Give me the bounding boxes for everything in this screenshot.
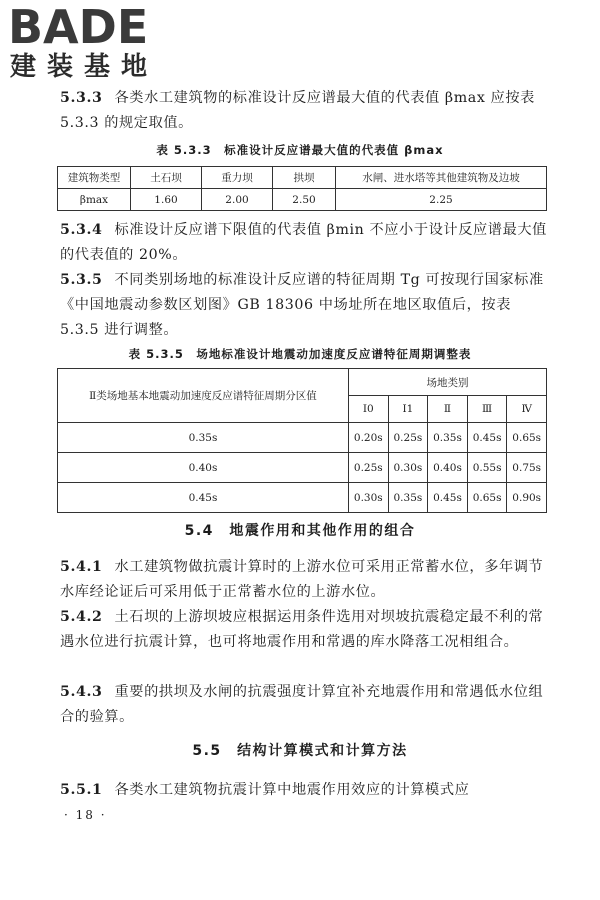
clause-number: 5.5.1 — [60, 782, 103, 798]
site-class-header: Ⅲ — [467, 396, 507, 423]
clause-number: 5.3.3 — [60, 90, 103, 106]
table-header-cell: 建筑物类型 — [58, 167, 131, 189]
clause-number: 5.3.5 — [60, 272, 103, 288]
table-header-cell: 拱坝 — [273, 167, 336, 189]
clause-number: 5.3.4 — [60, 222, 103, 238]
clause-5-4-3 — [60, 680, 550, 730]
table-cell: 0.30s — [388, 453, 428, 483]
logo-brand: BADE — [8, 0, 149, 54]
table-cell: 0.40s — [428, 453, 468, 483]
table-header-cell: Ⅱ类场地基本地震动加速度反应谱特征周期分区值 — [58, 369, 349, 423]
table-header-cell: 水闸、进水塔等其他建筑物及边坡 — [336, 167, 547, 189]
clause-text: 不同类别场地的标准设计反应谱的特征周期 Tg 可按现行国家标准《中国地震动参数区划图》GB 18306 中场址所在地区取值后，按表 5.3.5 进行调整。 — [60, 272, 544, 338]
zone-cell: 0.35s — [58, 423, 349, 453]
table-cell: 0.25s — [388, 423, 428, 453]
zone-cell: 0.40s — [58, 453, 349, 483]
table-cell: 0.90s — [507, 483, 547, 513]
table-cell: 0.45s — [428, 483, 468, 513]
table-cell: 0.65s — [467, 483, 507, 513]
site-class-header: Ⅳ — [507, 396, 547, 423]
table-cell: 0.35s — [388, 483, 428, 513]
table-5-3-5-caption: 表 5.3.5 场地标准设计地震动加速度反应谱特征周期调整表 — [128, 347, 472, 361]
table-row — [58, 483, 547, 513]
section-heading-5-4: 5.4 地震作用和其他作用的组合 — [184, 523, 416, 539]
table-cell: 2.50 — [273, 189, 336, 211]
table-cell: 0.55s — [467, 453, 507, 483]
clause-5-3-3 — [60, 86, 550, 136]
table-cell: 0.30s — [349, 483, 389, 513]
zone-cell: 0.45s — [58, 483, 349, 513]
clause-text: 水工建筑物做抗震计算时的上游水位可采用正常蓄水位，多年调节水库经论证后可采用低于正常蓄水位的上游水位。 — [60, 559, 544, 600]
clause-5-4-2 — [60, 605, 550, 655]
page-number: · 18 · — [64, 808, 107, 822]
site-class-header: Ⅱ — [428, 396, 468, 423]
table-header-cell: 重力坝 — [202, 167, 273, 189]
table-cell: 2.25 — [336, 189, 547, 211]
clause-text: 各类水工建筑物抗震计算中地震作用效应的计算模式应 — [114, 782, 470, 798]
clause-text: 重要的拱坝及水闸的抗震强度计算宜补充地震作用和常遇低水位组合的验算。 — [60, 684, 544, 725]
table-cell: 2.00 — [202, 189, 273, 211]
clause-5-3-5 — [60, 268, 550, 343]
table-row-label: βmax — [58, 189, 131, 211]
site-class-header: Ⅰ0 — [349, 396, 389, 423]
table-5-3-3 — [57, 166, 547, 211]
logo-subtitle: 建装基地 — [10, 52, 159, 82]
clause-number: 5.4.1 — [60, 559, 103, 575]
table-cell: 0.20s — [349, 423, 389, 453]
table-cell: 1.60 — [131, 189, 202, 211]
clause-number: 5.4.2 — [60, 609, 103, 625]
table-5-3-3-caption: 表 5.3.3 标准设计反应谱最大值的代表值 βmax — [156, 143, 444, 157]
table-row — [58, 453, 547, 483]
table-row — [58, 369, 547, 396]
table-cell: 0.35s — [428, 423, 468, 453]
bade-logo — [6, 2, 186, 84]
table-cell: 0.65s — [507, 423, 547, 453]
clause-5-3-4 — [60, 218, 550, 268]
table-cell: 0.45s — [467, 423, 507, 453]
table-row — [58, 423, 547, 453]
clause-5-5-1 — [60, 778, 550, 803]
clause-text: 土石坝的上游坝坡应根据运用条件选用对坝坡抗震稳定最不利的常遇水位进行抗震计算，也可将地震作用和常遇的库水降落工况相组合。 — [60, 609, 544, 650]
section-heading-5-5: 5.5 结构计算模式和计算方法 — [192, 743, 408, 759]
table-header-cell: 土石坝 — [131, 167, 202, 189]
table-5-3-5 — [57, 368, 547, 513]
table-cell: 0.25s — [349, 453, 389, 483]
table-row — [58, 167, 547, 189]
table-cell: 0.75s — [507, 453, 547, 483]
table-header-group: 场地类别 — [349, 369, 547, 396]
clause-text: 各类水工建筑物的标准设计反应谱最大值的代表值 βmax 应按表 5.3.3 的规定取值。 — [60, 90, 535, 131]
site-class-header: Ⅰ1 — [388, 396, 428, 423]
clause-text: 标准设计反应谱下限值的代表值 βmin 不应小于设计反应谱最大值的代表值的 20%。 — [60, 222, 547, 263]
clause-5-4-1 — [60, 555, 550, 605]
clause-number: 5.4.3 — [60, 684, 103, 700]
table-row — [58, 189, 547, 211]
